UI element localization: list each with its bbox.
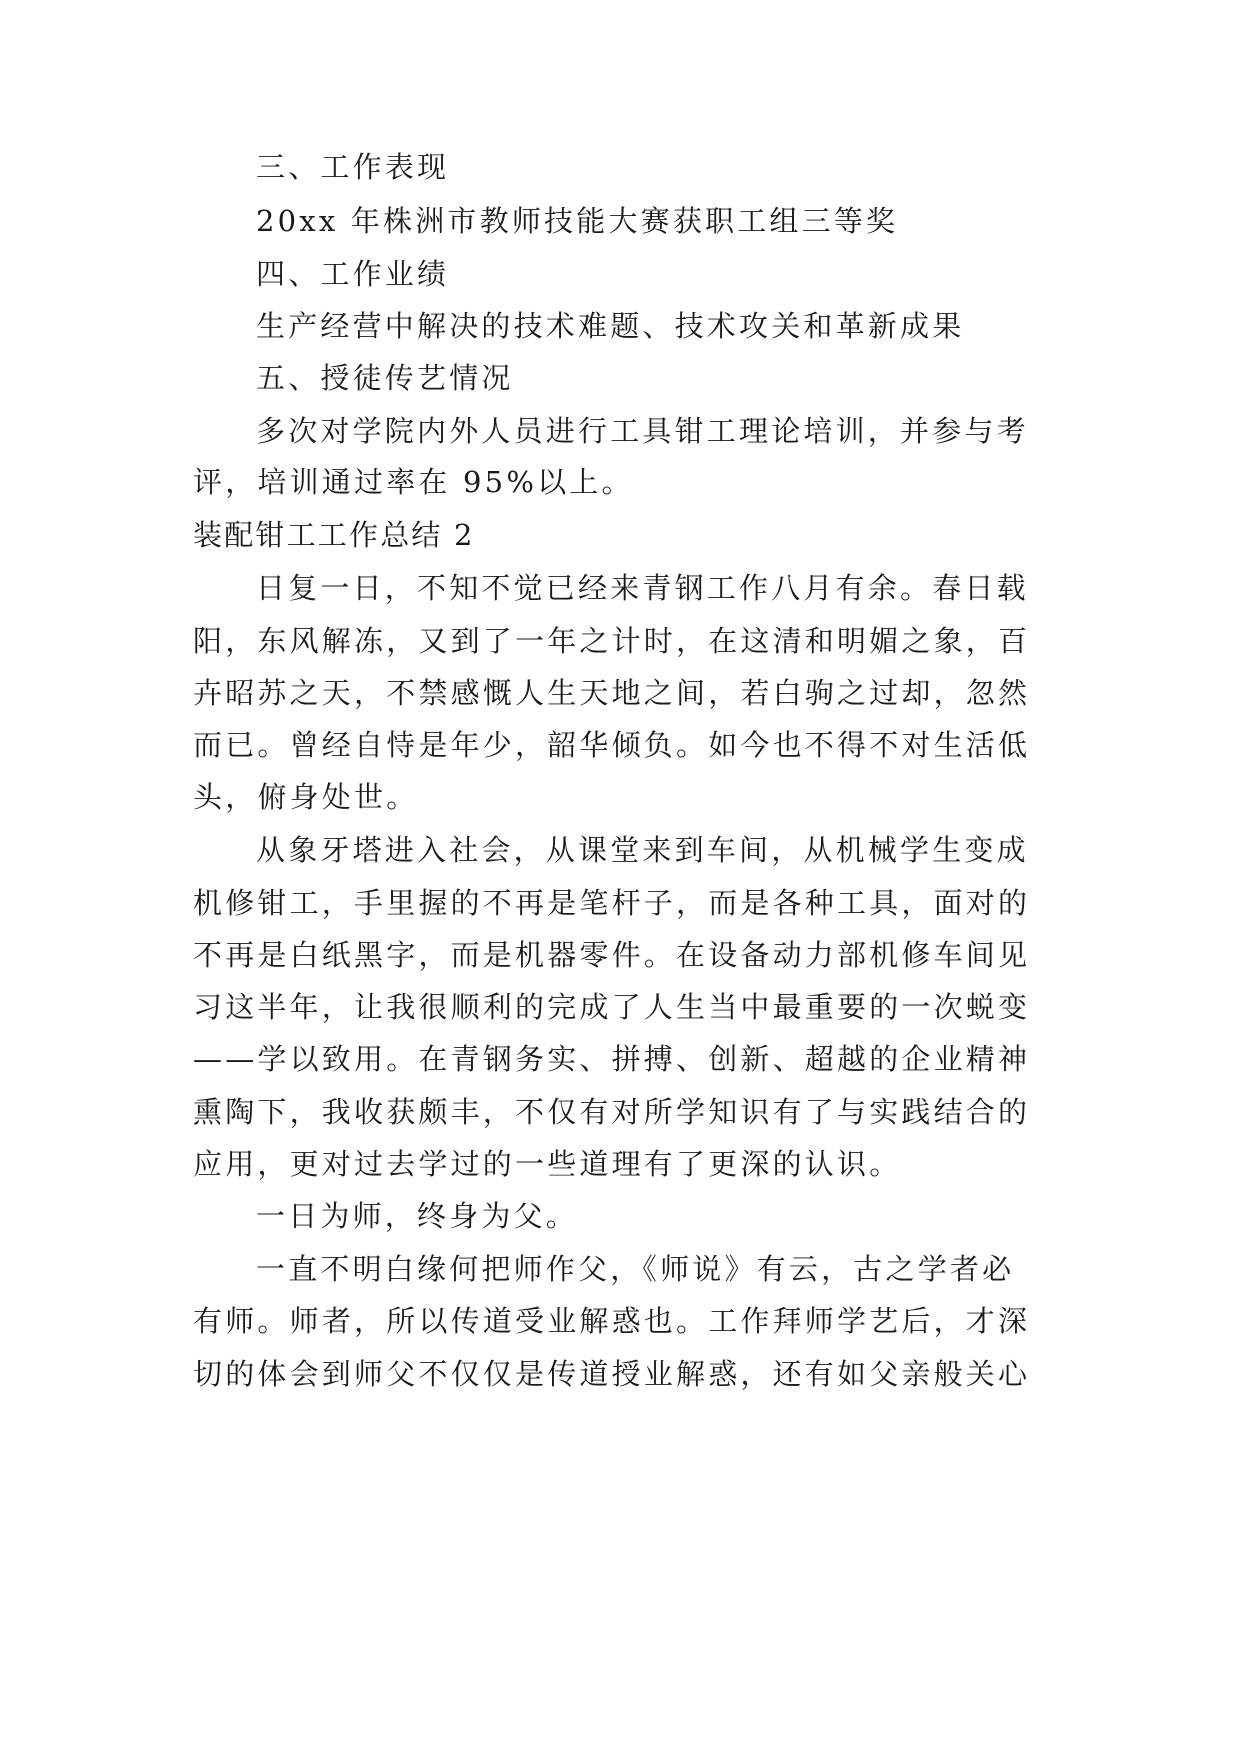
section-4-text: 生产经营中解决的技术难题、技术攻关和革新成果 <box>256 309 965 343</box>
paragraph-4-line: 一直不明白缘何把师作父，《师说》有云，古之学者必 <box>256 1252 1015 1286</box>
section-5-text-line: 评，培训通过率在 95%以上。 <box>193 465 634 499</box>
paragraph-2-line: 习这半年，让我很顺利的完成了人生当中最重要的一次蜕变 <box>193 990 1031 1024</box>
paragraph-1-line: 卉昭苏之天，不禁感慨人生天地之间，若白驹之过却，忽然 <box>193 676 1031 710</box>
paragraph-3-line: 一日为师，终身为父。 <box>256 1199 579 1233</box>
paragraph-1-line: 阳，东风解冻，又到了一年之计时，在这清和明媚之象，百 <box>193 624 1031 658</box>
paragraph-2-line: 机修钳工，手里握的不再是笔杆子，而是各种工具，面对的 <box>193 886 1031 920</box>
paragraph-4-line: 切的体会到师父不仅仅是传道授业解惑，还有如父亲般关心 <box>193 1357 1031 1391</box>
section-5-text-line: 多次对学院内外人员进行工具钳工理论培训，并参与考 <box>256 414 1029 448</box>
article-title: 装配钳工工作总结 2 <box>193 518 475 552</box>
paragraph-1-line: 头，俯身处世。 <box>193 780 419 814</box>
paragraph-1-line: 而已。曾经自恃是年少，韶华倾负。如今也不得不对生活低 <box>193 728 1031 762</box>
paragraph-2-line: 不再是白纸黑字，而是机器零件。在设备动力部机修车间见 <box>193 938 1031 972</box>
section-5-heading: 五、授徒传艺情况 <box>256 361 514 395</box>
paragraph-2-line: ——学以致用。在青钢务实、拼搏、创新、超越的企业精神 <box>193 1042 1031 1076</box>
paragraph-1-line: 日复一日，不知不觉已经来青钢工作八月有余。春日载 <box>256 571 1029 605</box>
paragraph-2-line: 应用，更对过去学过的一些道理有了更深的认识。 <box>193 1147 902 1181</box>
paragraph-2-line: 从象牙塔进入社会，从课堂来到车间，从机械学生变成 <box>256 833 1029 867</box>
section-4-heading: 四、工作业绩 <box>256 257 450 291</box>
paragraph-4-line: 有师。师者，所以传道受业解惑也。工作拜师学艺后，才深 <box>193 1304 1031 1338</box>
section-3-heading: 三、工作表现 <box>256 150 450 184</box>
section-3-text: 20xx 年株洲市教师技能大赛获职工组三等奖 <box>256 204 899 238</box>
paragraph-2-line: 熏陶下，我收获颇丰，不仅有对所学知识有了与实践结合的 <box>193 1095 1031 1129</box>
